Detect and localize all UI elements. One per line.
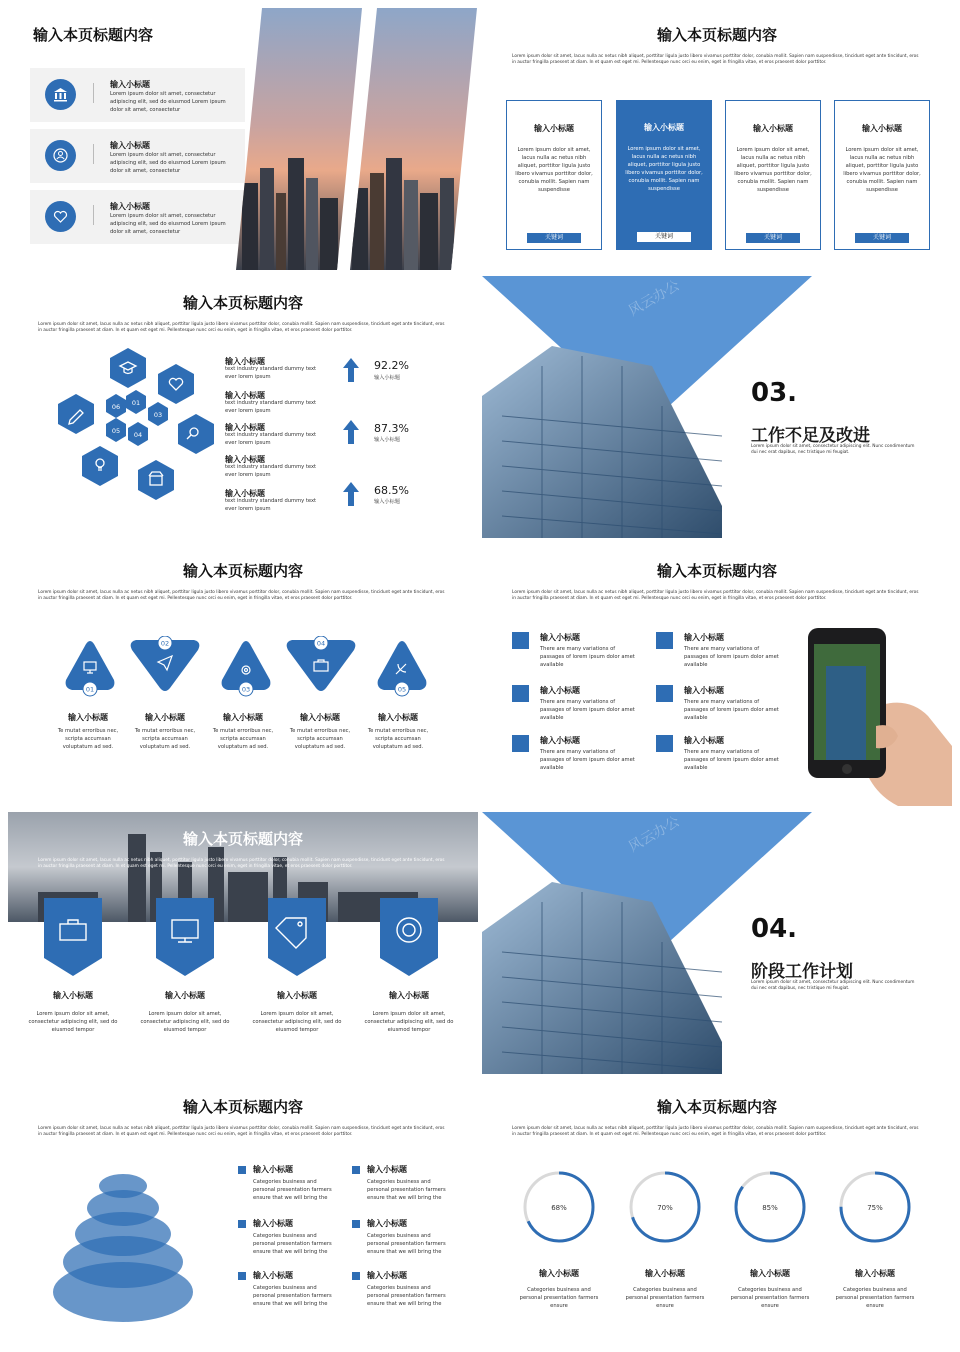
slide-3 — [8, 276, 478, 538]
page-title: 输入本页标题内容 — [656, 562, 777, 580]
phone-in-hand-image — [788, 626, 952, 806]
item-text: There are many variations of passages of lorem ipsum dolor amet available — [684, 749, 779, 771]
item-text: Lorem ipsum dolor sit amet, consectetur adipiscing elit, sed do eiusmod tempor — [252, 1011, 342, 1033]
step-number: 04 — [316, 639, 326, 648]
item-title: 输入小标题 — [367, 1271, 407, 1280]
bullet-square — [238, 1166, 246, 1174]
triangle-row — [56, 636, 448, 706]
keyword-badge: 关键词 — [855, 233, 909, 243]
arrow-up-icon — [342, 482, 360, 506]
section-text: Lorem ipsum dolor sit amet, consectetur adipiscing elit. Nunc condimentum dui nec erat dapibus, nec tristique mi feugiat. — [751, 980, 915, 991]
slide-2 — [482, 8, 952, 270]
item-title: 输入小标题 — [53, 991, 93, 1000]
share-icon — [656, 685, 673, 702]
bank-icon — [45, 79, 76, 110]
card-title: 输入小标题 — [644, 123, 684, 132]
item-text: text industry standard dummy text ever lorem ipsum — [225, 400, 317, 414]
item-text: Categories business and personal presentation farmers ensure — [730, 1287, 810, 1309]
arrow-up-icon — [342, 358, 360, 382]
heart-icon — [45, 201, 76, 232]
page-title: 输入本页标题内容 — [182, 1098, 303, 1116]
item-title: 输入小标题 — [684, 736, 724, 745]
item-title: 输入小标题 — [110, 141, 150, 150]
keyword-badge: 关键词 — [637, 232, 691, 242]
item-title: 输入小标题 — [684, 686, 724, 695]
database-icon — [512, 735, 529, 752]
bullet-square — [238, 1220, 246, 1228]
item-text: text industry standard dummy text ever lorem ipsum — [225, 464, 317, 478]
item-text: Lorem ipsum dolor sit amet, consectetur adipiscing elit, sed do eiusmod tempor — [140, 1011, 230, 1033]
keyword-badge: 关键词 — [527, 233, 581, 243]
item-text: Lorem ipsum dolor sit amet, consectetur adipiscing elit, sed do eiusmod Lorem ipsum dolor sit amet, consectetur — [110, 91, 226, 113]
bullet-square — [238, 1272, 246, 1280]
item-text: text industry standard dummy text ever lorem ipsum — [225, 432, 317, 446]
arrow-up-icon — [342, 420, 360, 444]
intro-text: Lorem ipsum dolor sit amet, lacus nulla ac netus nibh aliquet, porttitor ligula justo libero vivamus porttitor dolor, conubia mollit. Sapien nam suspendisse, tincidunt eget ante tincidunt, eros in auctor fringilla praesent at diam. In et quam est eget mi. Pellentesque nunc orci eu enim, eget in fringilla vitae, et eros praesent dolor porttitor. — [512, 1126, 919, 1137]
section-text: Lorem ipsum dolor sit amet, consectetur adipiscing elit. Nunc condimentum dui nec erat dapibus, nec tristique mi feugiat. — [751, 444, 915, 455]
intro-text: Lorem ipsum dolor sit amet, lacus nulla ac netus nibh aliquet, porttitor ligula justo libero vivamus porttitor dolor, conubia mollit. Sapien nam suspendisse, tincidunt eget ante tincidunt, eros in auctor fringilla praesent at diam. In et quam est eget mi. Pellentesque nunc orci eu enim, eget in fringilla vitae, et eros praesent dolor porttitor. — [38, 858, 445, 869]
page-title: 输入本页标题内容 — [656, 1098, 777, 1116]
item-text: Categories business and personal presentation farmers ensure that we will bring the — [253, 1233, 332, 1255]
slide-10 — [482, 1080, 952, 1342]
item-title: 输入小标题 — [253, 1271, 293, 1280]
item-text: Te mutat erroribus nec, scripta accumsan voluptatum ad sed. — [289, 728, 351, 750]
item-text: Categories business and personal presentation farmers ensure that we will bring the — [367, 1179, 446, 1201]
bullet-square — [352, 1220, 360, 1228]
item-text: Lorem ipsum dolor sit amet, consectetur adipiscing elit, sed do eiusmod Lorem ipsum dolor sit amet, consectetur — [110, 152, 226, 174]
info-card — [834, 100, 930, 250]
item-text: There are many variations of passages of lorem ipsum dolor amet available — [540, 646, 635, 668]
city-photo — [222, 8, 478, 270]
stacked-stones-graphic — [48, 1162, 218, 1322]
item-text: Te mutat erroribus nec, scripta accumsan voluptatum ad sed. — [134, 728, 196, 750]
item-text: Categories business and personal presentation farmers ensure that we will bring the — [253, 1179, 332, 1201]
intro-text: Lorem ipsum dolor sit amet, lacus nulla ac netus nibh aliquet, porttitor ligula justo libero vivamus porttitor dolor, conubia mollit. Sapien nam suspendisse, tincidunt eget ante tincidunt, eros in auctor fringilla praesent at diam. In et quam est eget mi. Pellentesque nunc orci eu enim, eget in fringilla vitae, et eros praesent dolor porttitor. — [38, 1126, 445, 1137]
page-title: 输入本页标题内容 — [182, 294, 303, 312]
item-text: Categories business and personal presentation farmers ensure — [835, 1287, 915, 1309]
hex-num: 06 — [111, 403, 121, 411]
stat-value: 87.3% — [374, 422, 409, 435]
cloud-icon — [656, 735, 673, 752]
item-title: 输入小标题 — [225, 391, 265, 400]
card-text: Lorem ipsum dolor sit amet, lacus nulla ac netus nibh aliquet, porttitor ligula justo libero vivamus porttitor dolor, conubia mollit. Sapien nam suspendisse — [515, 147, 593, 193]
item-title: 输入小标题 — [225, 455, 265, 464]
page-title: 输入本页标题内容 — [182, 830, 303, 848]
list-item — [30, 129, 245, 183]
item-text: Te mutat erroribus nec, scripta accumsan voluptatum ad sed. — [212, 728, 274, 750]
item-text: Te mutat erroribus nec, scripta accumsan voluptatum ad sed. — [367, 728, 429, 750]
info-card — [506, 100, 602, 250]
info-card — [725, 100, 821, 250]
card-title: 输入小标题 — [862, 124, 902, 133]
item-title: 输入小标题 — [540, 686, 580, 695]
hex-num: 03 — [153, 411, 163, 419]
item-text: There are many variations of passages of lorem ipsum dolor amet available — [684, 699, 779, 721]
item-text: Te mutat erroribus nec, scripta accumsan voluptatum ad sed. — [57, 728, 119, 750]
ring-label: 75% — [867, 1204, 883, 1212]
intro-text: Lorem ipsum dolor sit amet, lacus nulla ac netus nibh aliquet, porttitor ligula justo libero vivamus porttitor dolor, conubia mollit. Sapien nam suspendisse, tincidunt eget ante tincidunt, eros in auctor fringilla praesent at diam. In et quam est eget mi. Pellentesque nunc orci eu enim, eget in fringilla vitae, et eros praesent dolor porttitor. — [512, 54, 919, 65]
calendar-icon — [512, 685, 529, 702]
page-title: 输入本页标题内容 — [33, 26, 154, 44]
stat-value: 92.2% — [374, 359, 409, 372]
item-title: 输入小标题 — [165, 991, 205, 1000]
item-text: Categories business and personal presentation farmers ensure — [519, 1287, 599, 1309]
item-text: There are many variations of passages of lorem ipsum dolor amet available — [540, 699, 635, 721]
section-03-slide — [482, 276, 952, 538]
card-text: Lorem ipsum dolor sit amet, lacus nulla ac netus nibh aliquet, porttitor ligula justo libero vivamus porttitor dolor, conubia mollit. Sapien nam suspendisse — [843, 147, 921, 193]
item-text: text industry standard dummy text ever lorem ipsum — [225, 498, 317, 512]
item-title: 输入小标题 — [378, 713, 418, 722]
icon-banners — [44, 898, 444, 978]
section-number: 04. — [751, 914, 798, 944]
item-title: 输入小标题 — [225, 489, 265, 498]
card-text: Lorem ipsum dolor sit amet, lacus nulla ac netus nibh aliquet, porttitor ligula justo libero vivamus porttitor dolor, conubia mollit. Sapien nam suspendisse — [734, 147, 812, 193]
item-title: 输入小标题 — [539, 1269, 579, 1278]
stat-label: 输入小标题 — [374, 437, 400, 443]
item-title: 输入小标题 — [367, 1165, 407, 1174]
item-title: 输入小标题 — [540, 736, 580, 745]
card-text: Lorem ipsum dolor sit amet, lacus nulla ac netus nibh aliquet, porttitor ligula justo libero vivamus porttitor dolor, conubia mollit. Sapien nam suspendisse — [625, 146, 703, 192]
watermark: 风云办公 — [626, 813, 683, 856]
intro-text: Lorem ipsum dolor sit amet, lacus nulla ac netus nibh aliquet, porttitor ligula justo libero vivamus porttitor dolor, conubia mollit. Sapien nam suspendisse, tincidunt eget ante tincidunt, eros in auctor fringilla praesent at diam. In et quam est eget mi. Pellentesque nunc orci eu enim, eget in fringilla vitae, et eros praesent dolor porttitor. — [38, 590, 445, 601]
item-title: 输入小标题 — [750, 1269, 790, 1278]
item-title: 输入小标题 — [389, 991, 429, 1000]
hex-num: 04 — [133, 431, 143, 439]
ring-label: 68% — [551, 1204, 567, 1212]
item-title: 输入小标题 — [68, 713, 108, 722]
building-photo — [482, 276, 952, 538]
item-text: Lorem ipsum dolor sit amet, consectetur adipiscing elit, sed do eiusmod Lorem ipsum dolor sit amet, consectetur — [110, 213, 226, 235]
watermark: 风云办公 — [626, 277, 683, 320]
item-title: 输入小标题 — [645, 1269, 685, 1278]
hex-num: 01 — [131, 399, 141, 407]
lock-icon — [656, 632, 673, 649]
ring-label: 85% — [762, 1204, 778, 1212]
item-title: 输入小标题 — [277, 991, 317, 1000]
item-title: 输入小标题 — [253, 1165, 293, 1174]
stat-label: 输入小标题 — [374, 375, 400, 381]
list-item — [30, 190, 245, 244]
slide-6 — [482, 544, 952, 806]
item-text: Categories business and personal presentation farmers ensure that we will bring the — [253, 1285, 332, 1307]
user-icon — [45, 140, 76, 171]
section-04-slide — [482, 812, 952, 1074]
item-title: 输入小标题 — [300, 713, 340, 722]
step-number: 05 — [397, 685, 407, 694]
step-number: 01 — [85, 685, 95, 694]
slide-9 — [8, 1080, 478, 1342]
item-title: 输入小标题 — [110, 202, 150, 211]
bullet-square — [352, 1272, 360, 1280]
phone-icon — [512, 632, 529, 649]
item-title: 输入小标题 — [253, 1219, 293, 1228]
item-text: Lorem ipsum dolor sit amet, consectetur adipiscing elit, sed do eiusmod tempor — [364, 1011, 454, 1033]
page-title: 输入本页标题内容 — [656, 26, 777, 44]
stat-value: 68.5% — [374, 484, 409, 497]
item-title: 输入小标题 — [855, 1269, 895, 1278]
stat-label: 输入小标题 — [374, 499, 400, 505]
item-title: 输入小标题 — [145, 713, 185, 722]
section-title: 工作不足及改进 — [751, 426, 870, 446]
slide-1 — [8, 8, 478, 270]
progress-rings — [482, 1160, 952, 1250]
hex-graduation — [110, 348, 146, 388]
slide-5 — [8, 544, 478, 806]
step-number: 03 — [241, 685, 251, 694]
item-title: 输入小标题 — [225, 357, 265, 366]
item-text: Lorem ipsum dolor sit amet, consectetur adipiscing elit, sed do eiusmod tempor — [28, 1011, 118, 1033]
item-title: 输入小标题 — [367, 1219, 407, 1228]
section-title: 阶段工作计划 — [751, 962, 853, 982]
item-text: Categories business and personal presentation farmers ensure — [625, 1287, 705, 1309]
page-title: 输入本页标题内容 — [182, 562, 303, 580]
bullet-square — [352, 1166, 360, 1174]
section-number: 03. — [751, 378, 798, 408]
intro-text: Lorem ipsum dolor sit amet, lacus nulla ac netus nibh aliquet, porttitor ligula justo libero vivamus porttitor dolor, conubia mollit. Sapien nam suspendisse, tincidunt eget ante tincidunt, eros in auctor fringilla praesent at diam. In et quam est eget mi. Pellentesque nunc orci eu enim, eget in fringilla vitae, et eros praesent dolor porttitor. — [38, 322, 445, 333]
item-text: There are many variations of passages of lorem ipsum dolor amet available — [540, 749, 635, 771]
card-title: 输入小标题 — [753, 124, 793, 133]
item-text: There are many variations of passages of lorem ipsum dolor amet available — [684, 646, 779, 668]
item-text: text industry standard dummy text ever lorem ipsum — [225, 366, 317, 380]
info-card-active — [616, 100, 712, 250]
slide-7 — [8, 812, 478, 1074]
keyword-badge: 关键词 — [746, 233, 800, 243]
item-title: 输入小标题 — [684, 633, 724, 642]
item-title: 输入小标题 — [110, 80, 150, 89]
item-title: 输入小标题 — [223, 713, 263, 722]
item-title: 输入小标题 — [225, 423, 265, 432]
ring-label: 70% — [657, 1204, 673, 1212]
item-title: 输入小标题 — [540, 633, 580, 642]
step-number: 02 — [160, 639, 170, 648]
item-text: Categories business and personal presentation farmers ensure that we will bring the — [367, 1233, 446, 1255]
hexagon-cluster — [48, 344, 228, 504]
building-photo — [482, 812, 952, 1074]
card-title: 输入小标题 — [534, 124, 574, 133]
intro-text: Lorem ipsum dolor sit amet, lacus nulla ac netus nibh aliquet, porttitor ligula justo libero vivamus porttitor dolor, conubia mollit. Sapien nam suspendisse, tincidunt eget ante tincidunt, eros in auctor fringilla praesent at diam. In et quam est eget mi. Pellentesque nunc orci eu enim, eget in fringilla vitae, et eros praesent dolor porttitor. — [512, 590, 919, 601]
hex-num: 05 — [111, 427, 121, 435]
item-text: Categories business and personal presentation farmers ensure that we will bring the — [367, 1285, 446, 1307]
list-item — [30, 68, 245, 122]
